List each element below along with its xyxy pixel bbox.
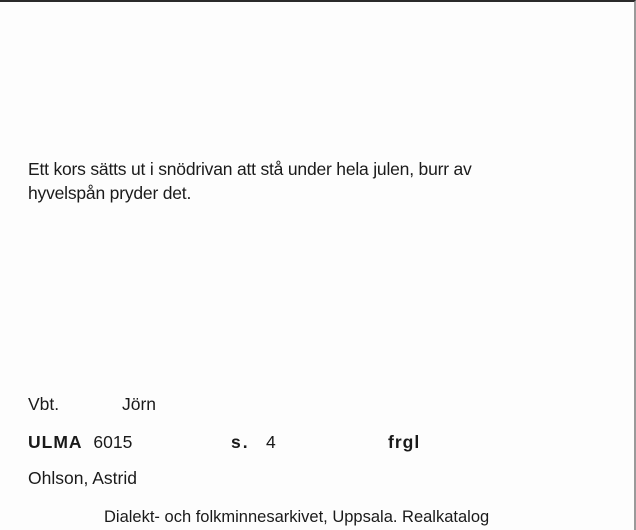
page-label: s. (231, 432, 250, 452)
place-name: Jörn (122, 394, 157, 414)
card-text (28, 157, 588, 205)
informant-name: Ohlson, Astrid (28, 468, 137, 488)
vbt-row (28, 394, 157, 415)
card-text-line: hyvelspån pryder det. (28, 183, 192, 203)
archive-footer: Dialekt- och folkminnesarkivet, Uppsala. Realkatalog (104, 508, 490, 526)
record-row (28, 432, 421, 453)
topic-code: frgl (388, 432, 421, 452)
page-number: 4 (266, 432, 276, 452)
card-text-line: Ett kors sätts ut i snödrivan att stå under hela julen, burr av (28, 159, 472, 179)
vbt-label: Vbt. (28, 394, 60, 414)
archive-code: ULMA (28, 432, 83, 452)
record-number: 6015 (93, 432, 133, 452)
